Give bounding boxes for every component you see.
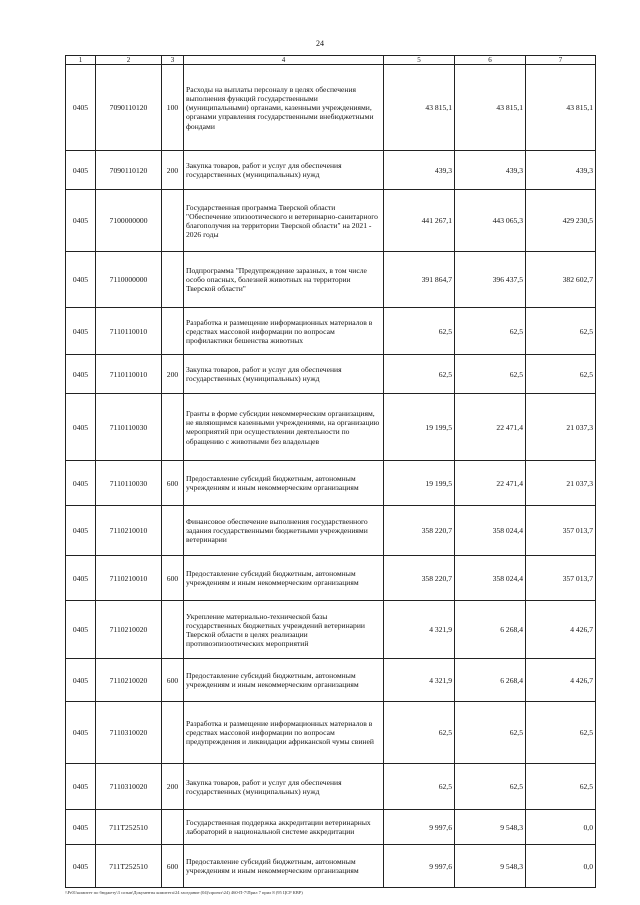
row-amount-col5: 9 997,6 bbox=[384, 845, 455, 888]
table-row bbox=[66, 252, 596, 308]
row-amount-col6: 9 548,3 bbox=[455, 845, 526, 888]
table-row bbox=[66, 308, 596, 355]
row-name: Подпрограмма "Предупреждение заразных, в том числе особо опасных, болезней животных на территории Тверской области" bbox=[184, 252, 384, 308]
row-expense-kind: 600 bbox=[162, 556, 184, 601]
header-col-1: 1 bbox=[66, 56, 96, 65]
row-amount-col5: 19 199,5 bbox=[384, 394, 455, 461]
row-section-code: 0405 bbox=[66, 810, 96, 845]
row-section-code: 0405 bbox=[66, 702, 96, 764]
row-target-code: 711T252510 bbox=[96, 845, 162, 888]
header-col-2: 2 bbox=[96, 56, 162, 65]
row-amount-col6: 43 815,1 bbox=[455, 65, 526, 151]
header-col-5: 5 bbox=[384, 56, 455, 65]
row-section-code: 0405 bbox=[66, 151, 96, 190]
row-expense-kind: 200 bbox=[162, 355, 184, 394]
row-amount-col7: 357 013,7 bbox=[526, 556, 596, 601]
row-expense-kind: 100 bbox=[162, 65, 184, 151]
row-expense-kind bbox=[162, 506, 184, 556]
row-amount-col6: 9 548,3 bbox=[455, 810, 526, 845]
header-col-4: 4 bbox=[184, 56, 384, 65]
row-name: Государственная поддержка аккредитации ветеринарных лабораторий в национальной системе аккредитации bbox=[184, 810, 384, 845]
row-target-code: 7110110010 bbox=[96, 308, 162, 355]
row-amount-col5: 62,5 bbox=[384, 308, 455, 355]
row-expense-kind bbox=[162, 394, 184, 461]
row-expense-kind: 600 bbox=[162, 461, 184, 506]
row-target-code: 7110210010 bbox=[96, 556, 162, 601]
row-section-code: 0405 bbox=[66, 601, 96, 659]
row-expense-kind bbox=[162, 601, 184, 659]
row-expense-kind bbox=[162, 810, 184, 845]
row-amount-col5: 4 321,9 bbox=[384, 601, 455, 659]
row-name: Государственная программа Тверской области "Обеспечение эпизоотического и ветеринарно-санитарного благополучия на территории Тверской области" на 2021 - 2026 годы bbox=[184, 190, 384, 252]
row-target-code: 7100000000 bbox=[96, 190, 162, 252]
row-amount-col7: 439,3 bbox=[526, 151, 596, 190]
row-section-code: 0405 bbox=[66, 845, 96, 888]
row-section-code: 0405 bbox=[66, 308, 96, 355]
row-amount-col7: 382 602,7 bbox=[526, 252, 596, 308]
table-row bbox=[66, 764, 596, 810]
row-section-code: 0405 bbox=[66, 659, 96, 702]
row-amount-col6: 6 268,4 bbox=[455, 659, 526, 702]
row-name: Предоставление субсидий бюджетным, автономным учреждениям и иным некоммерческим организациям bbox=[184, 461, 384, 506]
row-amount-col5: 62,5 bbox=[384, 764, 455, 810]
row-section-code: 0405 bbox=[66, 252, 96, 308]
row-amount-col6: 439,3 bbox=[455, 151, 526, 190]
header-row bbox=[66, 56, 596, 65]
row-section-code: 0405 bbox=[66, 190, 96, 252]
row-expense-kind: 200 bbox=[162, 151, 184, 190]
row-amount-col5: 358 220,7 bbox=[384, 506, 455, 556]
table-row bbox=[66, 659, 596, 702]
row-amount-col6: 358 024,4 bbox=[455, 506, 526, 556]
row-name: Разработка и размещение информационных материалов в средствах массовой информации по вопросам предупреждения и ликвидации африканской чумы свиней bbox=[184, 702, 384, 764]
row-amount-col5: 439,3 bbox=[384, 151, 455, 190]
row-expense-kind: 600 bbox=[162, 845, 184, 888]
row-amount-col6: 62,5 bbox=[455, 702, 526, 764]
table-row bbox=[66, 65, 596, 151]
row-target-code: 7110310020 bbox=[96, 764, 162, 810]
row-amount-col7: 429 230,5 bbox=[526, 190, 596, 252]
row-amount-col6: 443 065,3 bbox=[455, 190, 526, 252]
row-name: Закупка товаров, работ и услуг для обеспечения государственных (муниципальных) нужд bbox=[184, 151, 384, 190]
row-amount-col6: 62,5 bbox=[455, 764, 526, 810]
row-target-code: 7090110120 bbox=[96, 151, 162, 190]
row-amount-col7: 0,0 bbox=[526, 810, 596, 845]
row-target-code: 711T252510 bbox=[96, 810, 162, 845]
row-name: Укрепление материально-технической базы государственных бюджетных учреждений ветеринарии Тверской области в целях реализации противоэпизоотических мероприятий bbox=[184, 601, 384, 659]
row-section-code: 0405 bbox=[66, 764, 96, 810]
table-row bbox=[66, 506, 596, 556]
header-col-3: 3 bbox=[162, 56, 184, 65]
table-row bbox=[66, 461, 596, 506]
row-amount-col7: 62,5 bbox=[526, 308, 596, 355]
row-section-code: 0405 bbox=[66, 461, 96, 506]
table-row bbox=[66, 355, 596, 394]
row-expense-kind bbox=[162, 252, 184, 308]
row-section-code: 0405 bbox=[66, 394, 96, 461]
row-amount-col5: 358 220,7 bbox=[384, 556, 455, 601]
row-expense-kind bbox=[162, 702, 184, 764]
row-amount-col6: 22 471,4 bbox=[455, 394, 526, 461]
row-target-code: 7110110030 bbox=[96, 461, 162, 506]
row-expense-kind: 200 bbox=[162, 764, 184, 810]
row-target-code: 7110110010 bbox=[96, 355, 162, 394]
row-target-code: 7110210020 bbox=[96, 601, 162, 659]
row-section-code: 0405 bbox=[66, 355, 96, 394]
row-amount-col7: 357 013,7 bbox=[526, 506, 596, 556]
row-amount-col6: 358 024,4 bbox=[455, 556, 526, 601]
row-amount-col6: 62,5 bbox=[455, 308, 526, 355]
page-number: 24 bbox=[316, 39, 324, 48]
footer-file-path: \\Pr01\комитет по бюджету\3 созыв\Документы комитета\24 заседание (04)\проект\24) 460-П-7\Прил 7 прил 8 (95 ЦСР КВР) bbox=[65, 890, 303, 895]
row-target-code: 7110110030 bbox=[96, 394, 162, 461]
row-name: Гранты в форме субсидии некоммерческим организациям, не являющимся казенными учреждениями, на организацию мероприятий при осуществлении деятельности по обращению с животными без владельцев bbox=[184, 394, 384, 461]
row-expense-kind: 600 bbox=[162, 659, 184, 702]
table-row bbox=[66, 810, 596, 845]
row-section-code: 0405 bbox=[66, 506, 96, 556]
row-amount-col5: 4 321,9 bbox=[384, 659, 455, 702]
row-amount-col5: 391 864,7 bbox=[384, 252, 455, 308]
row-amount-col7: 62,5 bbox=[526, 702, 596, 764]
row-name: Расходы на выплаты персоналу в целях обеспечения выполнения функций государственными (муниципальными) органами, казенными учреждениями, органами управления государственными внебюджетными фондами bbox=[184, 65, 384, 151]
table-row bbox=[66, 190, 596, 252]
row-amount-col5: 62,5 bbox=[384, 355, 455, 394]
table-row bbox=[66, 702, 596, 764]
row-amount-col7: 43 815,1 bbox=[526, 65, 596, 151]
row-section-code: 0405 bbox=[66, 65, 96, 151]
header-col-7: 7 bbox=[526, 56, 596, 65]
row-expense-kind bbox=[162, 308, 184, 355]
row-name: Предоставление субсидий бюджетным, автономным учреждениям и иным некоммерческим организациям bbox=[184, 556, 384, 601]
row-target-code: 7090110120 bbox=[96, 65, 162, 151]
row-target-code: 7110310020 bbox=[96, 702, 162, 764]
row-amount-col7: 21 037,3 bbox=[526, 461, 596, 506]
table-row bbox=[66, 845, 596, 888]
header-col-6: 6 bbox=[455, 56, 526, 65]
row-amount-col6: 6 268,4 bbox=[455, 601, 526, 659]
row-target-code: 7110000000 bbox=[96, 252, 162, 308]
row-amount-col7: 62,5 bbox=[526, 355, 596, 394]
row-amount-col7: 62,5 bbox=[526, 764, 596, 810]
row-amount-col6: 62,5 bbox=[455, 355, 526, 394]
row-name: Финансовое обеспечение выполнения государственного задания государственными бюджетными учреждениями ветеринарии bbox=[184, 506, 384, 556]
table-row bbox=[66, 151, 596, 190]
row-name: Закупка товаров, работ и услуг для обеспечения государственных (муниципальных) нужд bbox=[184, 355, 384, 394]
row-section-code: 0405 bbox=[66, 556, 96, 601]
row-amount-col6: 396 437,5 bbox=[455, 252, 526, 308]
budget-table bbox=[65, 55, 596, 888]
row-name: Предоставление субсидий бюджетным, автономным учреждениям и иным некоммерческим организациям bbox=[184, 659, 384, 702]
row-amount-col7: 4 426,7 bbox=[526, 601, 596, 659]
row-amount-col7: 0,0 bbox=[526, 845, 596, 888]
row-amount-col7: 21 037,3 bbox=[526, 394, 596, 461]
row-target-code: 7110210020 bbox=[96, 659, 162, 702]
row-name: Предоставление субсидий бюджетным, автономным учреждениям и иным некоммерческим организациям bbox=[184, 845, 384, 888]
row-amount-col5: 19 199,5 bbox=[384, 461, 455, 506]
row-amount-col5: 9 997,6 bbox=[384, 810, 455, 845]
table-row bbox=[66, 394, 596, 461]
row-amount-col6: 22 471,4 bbox=[455, 461, 526, 506]
row-expense-kind bbox=[162, 190, 184, 252]
row-amount-col7: 4 426,7 bbox=[526, 659, 596, 702]
table-row bbox=[66, 601, 596, 659]
row-amount-col5: 43 815,1 bbox=[384, 65, 455, 151]
table-row bbox=[66, 556, 596, 601]
row-name: Разработка и размещение информационных материалов в средствах массовой информации по вопросам профилактики бешенства животных bbox=[184, 308, 384, 355]
row-target-code: 7110210010 bbox=[96, 506, 162, 556]
row-name: Закупка товаров, работ и услуг для обеспечения государственных (муниципальных) нужд bbox=[184, 764, 384, 810]
row-amount-col5: 441 267,1 bbox=[384, 190, 455, 252]
row-amount-col5: 62,5 bbox=[384, 702, 455, 764]
